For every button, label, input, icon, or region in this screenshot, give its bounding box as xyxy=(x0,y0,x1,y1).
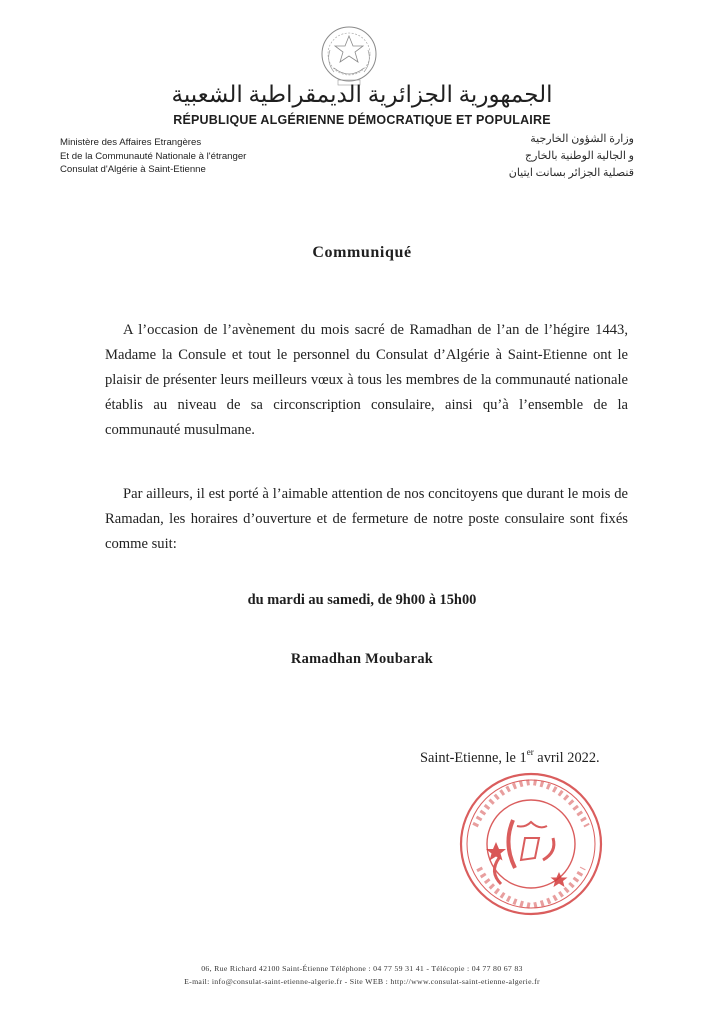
paragraph-2-text: Par ailleurs, il est porté à l’aimable attention de nos concitoyens que durant le mois de Ramadan, les horaires d’ouverture et de fermeture de notre poste consulaire sont fixés comme suit: xyxy=(105,486,628,552)
ministry-line: Et de la Communauté Nationale à l'étranger xyxy=(60,150,247,162)
ministry-line-ar: وزارة الشؤون الخارجية xyxy=(530,133,634,145)
date-suffix: avril 2022. xyxy=(533,749,600,766)
ministry-line-ar: قنصلية الجزائر بسانت ايتيان xyxy=(508,167,634,179)
paragraph-2 xyxy=(105,482,628,557)
date-superscript: er xyxy=(526,747,534,757)
ministry-line: Consulat d'Algérie à Saint-Etienne xyxy=(60,164,206,175)
ministry-line: Ministère des Affaires Etrangères xyxy=(60,137,202,148)
document-heading: Communiqué xyxy=(312,244,412,261)
date-line xyxy=(420,748,600,767)
consulate-stamp-icon xyxy=(455,768,607,920)
ministry-line-ar: و الجالية الوطنية بالخارج xyxy=(524,150,634,162)
footer-contact: E-mail: info@consulat-saint-etienne-algerie.fr - Site WEB : http://www.consulat-saint-etienne-algerie.fr xyxy=(184,977,540,986)
greeting: Ramadhan Moubarak xyxy=(290,651,434,667)
french-republic-title: RÉPUBLIQUE ALGÉRIENNE DÉMOCRATIQUE ET POPULAIRE xyxy=(173,113,551,127)
paragraph-1-text: A l’occasion de l’avènement du mois sacré de Ramadhan de l’an de l’hégire 1443, Madame la Consule et tout le personnel du Consulat d’Algérie à Saint-Etienne ont le plaisir de présenter leurs meilleurs vœux à tous les membres de la communauté nationale établis au niveau de sa circonscription consulaire, ainsi qu’à l’ensemble de la communauté musulmane. xyxy=(105,322,628,438)
paragraph-1 xyxy=(105,318,628,443)
algeria-emblem-icon xyxy=(312,22,386,90)
opening-hours: du mardi au samedi, de 9h00 à 15h00 xyxy=(247,592,477,608)
ministry-block-ar xyxy=(509,131,634,182)
footer-address: 06, Rue Richard 42100 Saint-Étienne Téléphone : 04 77 59 31 41 - Télécopie : 04 77 80 67 83 xyxy=(201,964,523,973)
date-prefix: Saint-Etienne, le 1 xyxy=(420,749,527,766)
arabic-republic-title: الجمهورية الجزائرية الديمقراطية الشعبية xyxy=(171,82,553,107)
ministry-block-fr xyxy=(60,136,246,177)
